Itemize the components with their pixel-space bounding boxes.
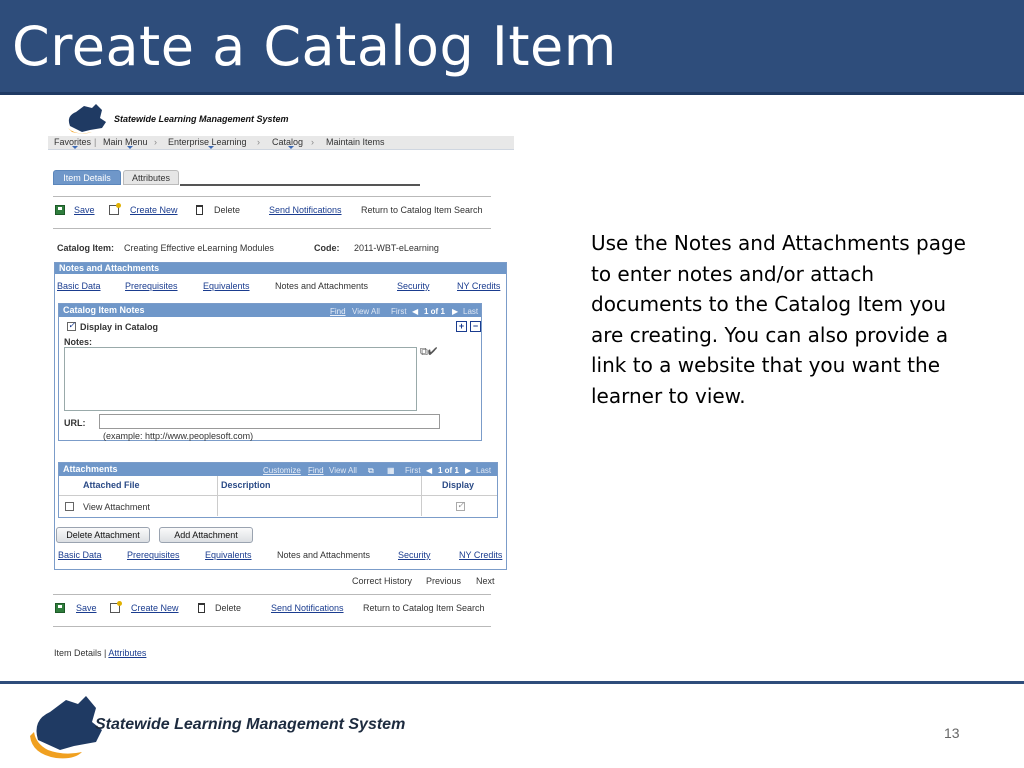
- item-details-link[interactable]: Item Details: [54, 648, 102, 658]
- return-to-search-button[interactable]: Return to Catalog Item Search: [363, 603, 485, 613]
- notes-textarea[interactable]: [64, 347, 417, 411]
- col-display: Display: [442, 480, 475, 490]
- grid-view-icon[interactable]: ▦: [387, 466, 395, 475]
- ny-state-logo-icon: [62, 102, 114, 136]
- display-checkbox: [456, 502, 465, 511]
- save-icon[interactable]: [55, 603, 65, 613]
- nav-prerequisites[interactable]: Prerequisites: [125, 281, 178, 291]
- attachments-counter: 1 of 1: [438, 466, 459, 475]
- catalog-item-label: Catalog Item:: [57, 243, 115, 253]
- delete-icon[interactable]: [198, 603, 205, 613]
- catalog-item-value: Creating Effective eLearning Modules: [124, 243, 274, 253]
- nav-notes-attachments: Notes and Attachments: [275, 281, 369, 291]
- slide-header: [0, 0, 1024, 95]
- section-title: Notes and Attachments: [55, 263, 506, 274]
- notes-find-link[interactable]: Find: [330, 307, 346, 316]
- add-attachment-button[interactable]: Add Attachment: [159, 527, 253, 543]
- app-logo-text: Statewide Learning Management System: [114, 114, 289, 124]
- col-attached-file: Attached File: [83, 480, 140, 490]
- display-in-catalog-checkbox[interactable]: [67, 322, 76, 331]
- nav-prerequisites[interactable]: Prerequisites: [127, 550, 180, 560]
- delete-icon[interactable]: [196, 205, 203, 215]
- breadcrumb-favorites[interactable]: Favorites: [54, 137, 92, 147]
- app-logo: [62, 102, 322, 136]
- notes-view-all-link[interactable]: View All: [352, 307, 380, 316]
- notes-header-title: Catalog Item Notes: [63, 305, 145, 315]
- create-new-icon[interactable]: [110, 603, 120, 613]
- catalog-item-notes-box: [58, 303, 482, 441]
- breadcrumb-main-menu[interactable]: Main Menu: [103, 137, 148, 147]
- attachments-grid: [58, 462, 498, 518]
- attachments-header-title: Attachments: [63, 464, 118, 474]
- notes-label: Notes:: [64, 337, 93, 347]
- attachments-header: [59, 463, 497, 476]
- url-label: URL:: [64, 418, 86, 428]
- slide-title: Create a Catalog Item: [12, 15, 617, 78]
- save-button[interactable]: Save: [74, 205, 95, 215]
- send-notifications-button[interactable]: Send Notifications: [271, 603, 344, 613]
- nav-security[interactable]: Security: [397, 281, 430, 291]
- code-value: 2011-WBT-eLearning: [354, 243, 439, 253]
- delete-button[interactable]: Delete: [214, 205, 241, 215]
- save-button[interactable]: Save: [76, 603, 97, 613]
- breadcrumb-maintain-items[interactable]: Maintain Items: [326, 137, 385, 147]
- breadcrumb-enterprise-learning[interactable]: Enterprise Learning: [168, 137, 247, 147]
- bottom-page-links: Item Details | Attributes: [54, 648, 147, 658]
- view-attachment-link[interactable]: View Attachment: [83, 502, 150, 512]
- notes-first-link[interactable]: First: [391, 307, 407, 316]
- dropdown-indicator-icon: [127, 146, 133, 149]
- notes-next-icon[interactable]: ▶: [452, 307, 459, 316]
- table-row: [59, 497, 497, 517]
- attachments-last-link[interactable]: Last: [476, 466, 492, 475]
- app-screenshot: [48, 100, 518, 665]
- breadcrumb: Favorites | Main Menu › Enterprise Learning › Catalog › Maintain Items: [48, 136, 514, 150]
- nav-security[interactable]: Security: [398, 550, 431, 560]
- tab-item-details[interactable]: Item Details: [53, 170, 121, 185]
- dropdown-indicator-icon: [72, 146, 78, 149]
- col-description: Description: [221, 480, 271, 490]
- notes-counter: 1 of 1: [424, 307, 445, 316]
- download-icon[interactable]: ⧉: [368, 466, 374, 475]
- attachments-prev-icon[interactable]: ◀: [426, 466, 433, 475]
- attachments-next-icon[interactable]: ▶: [465, 466, 472, 475]
- add-row-icon[interactable]: +: [456, 321, 467, 332]
- nav-notes-attachments: Notes and Attachments: [277, 550, 371, 560]
- delete-attachment-button[interactable]: Delete Attachment: [56, 527, 150, 543]
- page-number: 13: [944, 725, 960, 741]
- nav-basic-data[interactable]: Basic Data: [57, 281, 101, 291]
- attachments-column-headers: [59, 476, 497, 496]
- spell-check-icon[interactable]: ⧉✔: [420, 346, 438, 358]
- url-hint: (example: http://www.peoplesoft.com): [103, 431, 254, 441]
- delete-button[interactable]: Delete: [215, 603, 242, 613]
- previous-link[interactable]: Previous: [426, 576, 462, 586]
- url-input[interactable]: [99, 414, 440, 429]
- dropdown-indicator-icon: [288, 146, 294, 149]
- nav-ny-credits[interactable]: NY Credits: [457, 281, 501, 291]
- attachments-find-link[interactable]: Find: [308, 466, 324, 475]
- attachments-first-link[interactable]: First: [405, 466, 421, 475]
- notes-last-link[interactable]: Last: [463, 307, 479, 316]
- notes-attachments-section: [54, 262, 507, 570]
- return-to-search-button[interactable]: Return to Catalog Item Search: [361, 205, 483, 215]
- tab-divider: [180, 184, 420, 186]
- row-select-checkbox[interactable]: [65, 502, 74, 511]
- next-link[interactable]: Next: [476, 576, 495, 586]
- attachments-customize-link[interactable]: Customize: [263, 466, 301, 475]
- nav-equivalents[interactable]: Equivalents: [205, 550, 252, 560]
- attributes-link[interactable]: Attributes: [108, 648, 147, 658]
- tab-attributes[interactable]: Attributes: [123, 170, 179, 185]
- save-icon[interactable]: [55, 205, 65, 215]
- delete-row-icon[interactable]: −: [470, 321, 481, 332]
- footer-title: Statewide Learning Management System: [95, 716, 406, 733]
- notes-header: [59, 304, 481, 317]
- send-notifications-button[interactable]: Send Notifications: [269, 205, 342, 215]
- correct-history-link[interactable]: Correct History: [352, 576, 413, 586]
- breadcrumb-catalog[interactable]: Catalog: [272, 137, 304, 147]
- display-in-catalog-label: Display in Catalog: [80, 322, 159, 332]
- slide-description: Use the Notes and Attachments page to enter notes and/or attach documents to the Catalog Item you are creating. You can also provide a link to a website that you want the learner to view.: [591, 231, 966, 408]
- create-new-button[interactable]: Create New: [131, 603, 179, 613]
- nav-ny-credits[interactable]: NY Credits: [459, 550, 503, 560]
- notes-prev-icon[interactable]: ◀: [412, 307, 419, 316]
- code-label: Code:: [314, 243, 340, 253]
- create-new-icon[interactable]: [109, 205, 119, 215]
- dropdown-indicator-icon: [208, 146, 214, 149]
- footer-rule: [0, 681, 1024, 684]
- nav-equivalents[interactable]: Equivalents: [203, 281, 250, 291]
- nav-basic-data[interactable]: Basic Data: [58, 550, 102, 560]
- attachments-view-all-link[interactable]: View All: [329, 466, 357, 475]
- create-new-button[interactable]: Create New: [130, 205, 178, 215]
